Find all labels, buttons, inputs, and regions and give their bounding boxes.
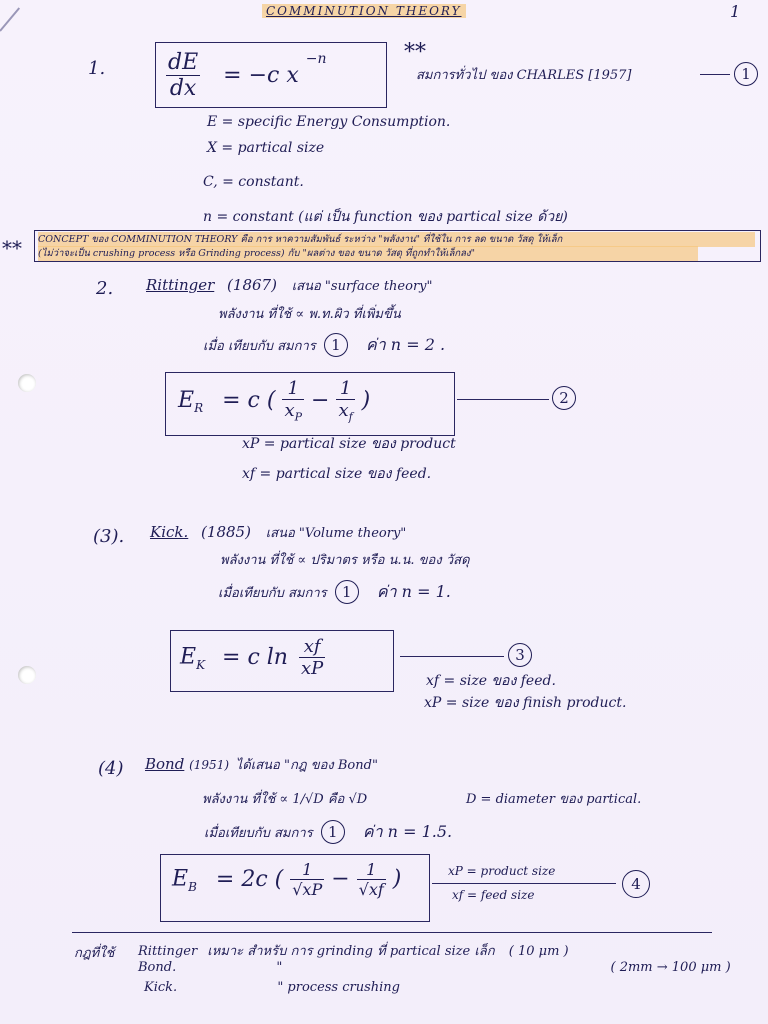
eq4-ref [622, 870, 650, 898]
eq3-heading [150, 522, 406, 543]
eq3-ref [508, 643, 532, 667]
footer-row-text: เหมาะ สำหรับ การ grinding ที่ partical size เล็ก [207, 944, 495, 959]
eq2-ref-circle: 2 [552, 386, 576, 410]
eq1-def-e: E = specific Energy Consumption. [207, 114, 451, 130]
eq4-side-xp: xP = product size [448, 864, 556, 878]
eq3-rhs: = c ln [222, 644, 288, 670]
eq2-term2-sub: f [348, 410, 353, 424]
eq2-year: (1867) [227, 276, 277, 294]
eq4-minus: − [331, 866, 350, 892]
eq4-heading [145, 754, 378, 775]
eq1-def-c: C, = constant. [203, 174, 304, 190]
eq2-term2 [336, 378, 354, 424]
eq1-lhs-top: dE [168, 50, 199, 75]
eq3-ref-line [400, 656, 504, 657]
eq4-side-xf: xf = feed size [452, 888, 535, 902]
eq2-rhs-pre: = c ( [222, 387, 276, 413]
footer-divider [72, 932, 712, 933]
eq3-year: (1885) [201, 523, 251, 541]
eq2-term1-x: x [284, 400, 295, 421]
eq4-condition [204, 820, 452, 845]
footer-row-name: Kick. [144, 980, 178, 995]
eq1-def-x: X = partical size [207, 140, 325, 156]
binder-hole-top [18, 374, 36, 392]
footer-row-range: ( 2mm → 100 μm ) [610, 960, 731, 975]
footer-row-name: Bond. [138, 960, 177, 975]
eq2-term2-x: x [338, 400, 349, 421]
eq2-number: 2. [96, 278, 114, 299]
eq2-cond-value: ค่า n = 2 . [366, 335, 446, 354]
eq1-ref-line [700, 74, 730, 75]
eq3-author: Kick. [150, 523, 189, 541]
concept-line1: CONCEPT ของ COMMINUTION THEORY คือ การ หาความสัมพันธ์ ระหว่าง "พลังงาน" ที่ใช้ใน การ ลด ขนาด วัสดุ ให้เล็ก [38, 232, 755, 247]
eq1-number: 1. [88, 58, 106, 79]
eq4-term2-top: 1 [357, 860, 386, 880]
footer-row-rittinger [138, 940, 569, 961]
eq1-rhs: = −c x [223, 62, 299, 88]
footer-row-range: ( 10 μm ) [508, 944, 569, 959]
eq2-term1-top: 1 [282, 378, 304, 400]
eq3-frac-bottom: xP [300, 658, 324, 679]
eq4-term1-bottom: √xP [292, 880, 323, 899]
eq1-lhs-bottom: dx [169, 76, 197, 101]
footer-row-name: Rittinger [138, 944, 198, 959]
eq4-desc: พลังงาน ที่ใช้ ∝ 1/√D คือ √D [202, 792, 368, 807]
eq2-term1 [282, 378, 304, 424]
eq2-lhs: E [178, 387, 195, 413]
eq4-cond-ref: 1 [321, 820, 345, 844]
eq4-term1 [290, 860, 324, 899]
eq4-lhs-sub: B [188, 879, 197, 894]
eq2-desc: พลังงาน ที่ใช้ ∝ พ.ท.ผิว ที่เพิ่มขึ้น [218, 307, 401, 322]
eq3-lhs: E [180, 644, 197, 670]
eq4-ref-circle: 4 [622, 870, 650, 898]
concept-stars: ** [2, 236, 22, 260]
eq4-theory: ได้เสนอ "กฎ ของ Bond" [235, 758, 378, 773]
eq2-term1-sub: P [294, 410, 302, 424]
eq2-lhs-sub: R [194, 401, 204, 416]
eq3-ref-circle: 3 [508, 643, 532, 667]
eq2-cond-ref: 1 [324, 333, 348, 357]
eq3-cond-text: เมื่อเทียบกับ สมการ [218, 586, 327, 601]
eq2-condition [203, 333, 445, 358]
eq1-ref-circle: 1 [734, 62, 758, 86]
eq2-def-xf: xf = partical size ของ feed. [242, 466, 432, 482]
eq2-theory: เสนอ "surface theory" [291, 279, 433, 294]
eq4-term1-top: 1 [290, 860, 324, 880]
eq1-def-n: n = constant (แต่ เป็น function ของ partical size ด้วย) [203, 209, 568, 225]
footer-row-bond [138, 960, 731, 975]
eq4-cond-value: ค่า n = 1.5. [362, 822, 453, 841]
eq3-lhs-sub: K [196, 657, 206, 672]
eq4-ref-line [432, 883, 616, 884]
eq2-term2-bottom [336, 400, 354, 424]
eq2-ref [552, 386, 576, 410]
eq4-rhs-pre: = 2c ( [215, 866, 284, 892]
eq2-cond-text: เมื่อ เทียบกับ สมการ [203, 339, 316, 354]
eq1-derivative [166, 50, 200, 101]
eq3-fraction [299, 636, 325, 679]
eq4-term2-bottom: √xf [358, 880, 384, 899]
eq2-term1-bottom [282, 400, 304, 424]
eq3-formula [180, 636, 325, 679]
eq3-cond-value: ค่า n = 1. [376, 582, 451, 601]
eq1-formula [166, 50, 327, 101]
footer-row-text: " [276, 960, 283, 975]
eq1-ref [734, 62, 758, 86]
concept-line2: (ไม่ว่าจะเป็น crushing process หรือ Grinding process) กับ "ผลต่าง ของ ขนาด วัสดุ ที่ถูกทำให้เล็กลง" [38, 246, 698, 261]
eq3-number: (3). [93, 526, 125, 547]
eq4-year: (1951) [189, 758, 230, 772]
eq2-def-xp: xP = partical size ของ product [242, 436, 456, 452]
eq2-author: Rittinger [146, 276, 215, 294]
eq4-cond-text: เมื่อเทียบกับ สมการ [204, 826, 313, 841]
eq3-def-xf: xf = size ของ feed. [426, 673, 556, 689]
eq2-term2-top: 1 [336, 378, 354, 400]
eq2-heading [146, 275, 432, 296]
eq4-lhs: E [172, 866, 189, 892]
page-number: 1 [730, 2, 741, 21]
eq4-formula [172, 860, 401, 899]
eq3-desc: พลังงาน ที่ใช้ ∝ ปริมาตร หรือ น.น. ของ วัสดุ [220, 553, 470, 568]
eq4-d-def: D = diameter ของ partical. [466, 792, 642, 807]
eq3-def-xp: xP = size ของ finish product. [424, 695, 627, 711]
eq4-author: Bond [145, 755, 185, 773]
eq4-number: (4) [98, 758, 124, 779]
footer-label: กฎที่ใช้ [74, 946, 115, 961]
footer-row-text: " process crushing [277, 980, 400, 995]
eq3-cond-ref: 1 [335, 580, 359, 604]
eq2-rhs-post: ) [361, 387, 371, 413]
eq2-ref-line [457, 399, 549, 400]
eq4-term2 [357, 860, 386, 899]
eq1-exponent: −n [305, 51, 327, 68]
eq3-frac-top: xf [299, 636, 325, 658]
eq3-theory: เสนอ "Volume theory" [265, 526, 407, 541]
eq4-rhs-post: ) [392, 866, 402, 892]
footer-row-kick [144, 980, 400, 995]
pencil-mark [0, 7, 20, 31]
eq2-formula [178, 378, 370, 424]
eq1-stars: ** [404, 40, 426, 65]
eq3-condition [218, 580, 451, 605]
eq1-note: สมการทั่วไป ของ CHARLES [1957] [416, 68, 632, 83]
page-title: COMMINUTION THEORY [262, 4, 466, 18]
eq2-minus: − [311, 387, 330, 413]
binder-hole-bottom [18, 666, 36, 684]
